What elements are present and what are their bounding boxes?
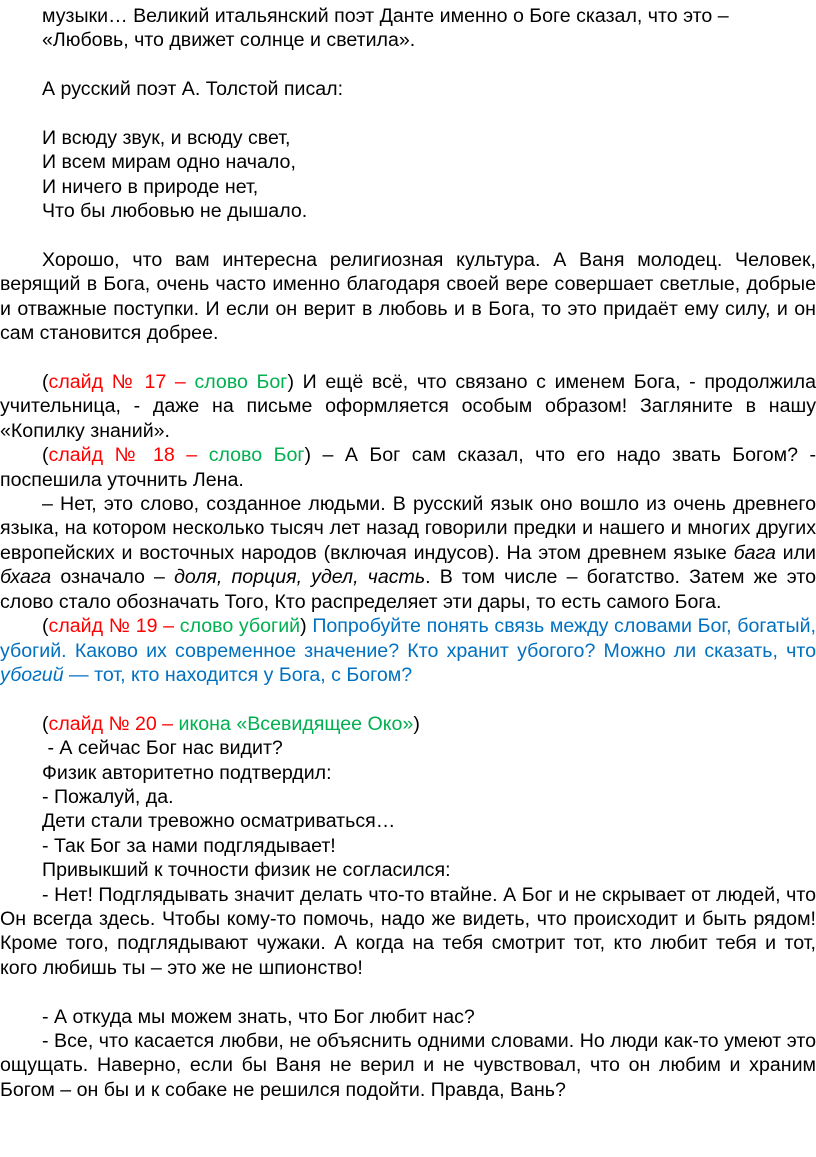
origin-text-3: означало –: [51, 566, 175, 589]
blank-line: [0, 53, 816, 77]
blank-line: [0, 224, 816, 248]
paragraph-religious-culture: Хорошо, что вам интересна религиозная культура. А Ваня молодец. Человек, верящий в Бога, очень часто именно благодаря своей вере совершает светлые, добрые и отважные поступки. И если он верит в любовь и в Бога, то это придаёт ему силу, и он сам становится добрее.: [0, 249, 816, 345]
slide-keyword-17: слово Бог: [194, 371, 288, 394]
bracket-open: (: [42, 712, 49, 735]
slide-ref-18: слайд № 18 –: [48, 444, 198, 467]
bracket-close: ): [300, 615, 307, 638]
paragraph-slide-17: [0, 370, 816, 443]
slide-18-text: – А Бог сам сказал, что его надо звать Богом? - поспешила уточнить Лена.: [0, 444, 816, 491]
dialog-line: Дети стали тревожно осматриваться…: [42, 810, 396, 833]
term-baga: бага: [733, 541, 776, 564]
paragraph-slide-18: [0, 443, 816, 492]
dialog-line: Привыкший к точности физик не согласился:: [42, 859, 451, 882]
paragraph-question-love: - А откуда мы можем знать, что Бог любит нас?: [42, 1005, 475, 1028]
poem-line: И всюду звук, и всюду свет,: [42, 127, 291, 149]
dialog-line: - А сейчас Бог нас видит?: [42, 737, 283, 760]
paragraph-tolstoy-intro: А русский поэт А. Толстой писал:: [42, 78, 344, 101]
paragraph-word-origin: [0, 492, 816, 614]
slide-keyword-20: икона «Всевидящее Око»: [178, 712, 414, 735]
slide-keyword-18: слово Бог: [208, 444, 305, 467]
blank-line: [0, 687, 816, 711]
slide-ref-17: слайд № 17 –: [48, 371, 186, 394]
bracket-open: (: [42, 371, 49, 394]
dialog-line: Физик авторитетно подтвердил:: [42, 761, 332, 784]
bracket-open: (: [42, 615, 49, 638]
slide-keyword-19: слово убогий: [179, 615, 301, 638]
bracket-open: (: [42, 444, 49, 467]
paragraph-slide-20: [0, 712, 816, 736]
blank-line: [0, 102, 816, 126]
blank-line: [0, 346, 816, 370]
origin-text-1: – Нет, это слово, созданное людьми. В русский язык оно вошло из очень древнего языка, на котором несколько тысяч лет назад говорили предки и нашего и многих других европейских и восточных народов (включая индусов). На этом древнем языке: [0, 493, 816, 564]
paragraph-slide-19: [0, 614, 816, 687]
slide-ref-19: слайд № 19 –: [48, 615, 175, 638]
origin-text-2: или: [775, 541, 816, 564]
slide-17-text: И ещё всё, что связано с именем Бога, - продолжила учительница, - даже на письме оформляется особым образом! Загляните в нашу «Копилку знаний».: [0, 371, 816, 442]
paragraph-dante-line1: музыки… Великий итальянский поэт Данте именно о Боге сказал, что это –: [42, 5, 729, 27]
poem-line: И всем мирам одно начало,: [42, 151, 296, 174]
bracket-close: ): [287, 371, 294, 394]
dialog-line: - Пожалуй, да.: [42, 785, 174, 808]
term-meaning: доля, порция, удел, часть: [174, 566, 426, 589]
slide-19-question-term: убогий: [0, 663, 64, 686]
poem: [0, 126, 816, 224]
slide-19-question-1: Попробуйте понять связь между словами Бог, богатый, убогий. Каково их современное значение? Кто хранит убогого? Можно ли сказать, что: [0, 615, 816, 662]
blank-line: [0, 980, 816, 1004]
bracket-close: ): [304, 444, 312, 467]
paragraph-dante-line2: «Любовь, что движет солнце и светила».: [42, 29, 416, 52]
dialog-block: [0, 736, 816, 882]
slide-19-question-2: — тот, кто находится у Бога, с Богом?: [63, 663, 413, 686]
slide-ref-20: слайд № 20 –: [48, 712, 174, 735]
poem-line: И ничего в природе нет,: [42, 175, 259, 198]
paragraph-answer-love: - Все, что касается любви, не объяснить одними словами. Но люди как-то умеют это ощущать. Наверно, если бы Ваня не верил и не чувствовал, что он любим и храним Богом – он бы и к собаке не решился подойти. Правда, Вань?: [0, 1029, 816, 1101]
bracket-close: ): [413, 712, 420, 735]
dialog-line: - Так Бог за нами подглядывает!: [42, 834, 336, 857]
poem-line: Что бы любовью не дышало.: [42, 200, 308, 223]
term-bhaga: бхага: [0, 566, 52, 589]
origin-text-4: . В том числе – богатство. Затем же это слово стало обозначать Того, Кто распределяет эти дары, то есть самого Бога.: [0, 566, 816, 613]
paragraph-not-spying: - Нет! Подглядывать значит делать что-то втайне. А Бог и не скрывает от людей, что Он всегда здесь. Чтобы кому-то помочь, надо же видеть, что происходит и быть рядом! Кроме того, подглядывают чужаки. А когда на тебя смотрит тот, кто любит тебя и тот, кого любишь ты – это же не шпионство!: [0, 883, 816, 979]
